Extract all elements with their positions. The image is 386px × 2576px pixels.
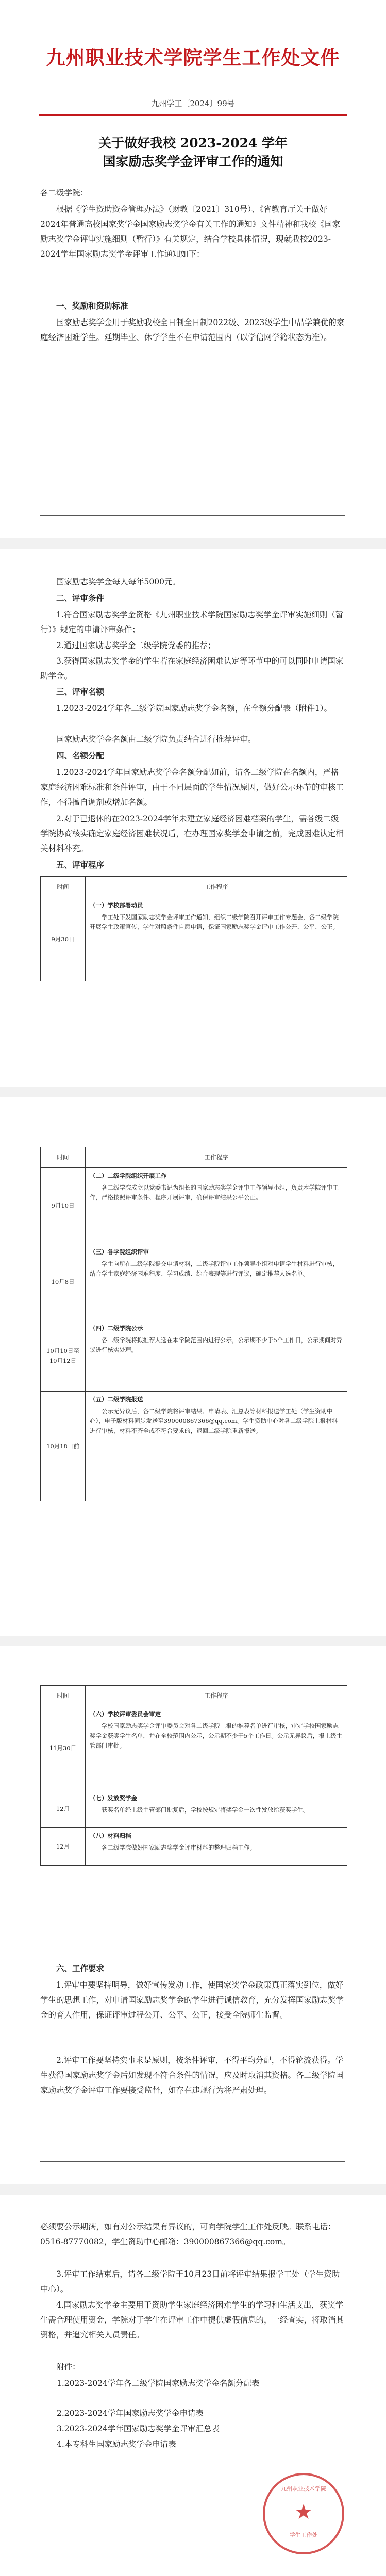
page-1 [0,0,386,538]
step-text: 各二级学院成立以党委书记为组长的国家励志奖学金评审工作领导小组，负责本学院评审工作，严格按照评审条件、程序开展评审，确保评审结果公平公正。 [90,1184,339,1201]
footer-rule [40,2161,345,2162]
notice-title [0,134,386,171]
section-6-title: 六、工作要求 [56,1964,105,1973]
section-1-title: 一、奖励和资助标准 [56,301,128,311]
page-break [0,538,386,549]
table-header-row [41,1147,347,1168]
seal-star-icon: ★ [294,2500,313,2524]
row-time: 11月30日 [41,1706,86,1790]
step-text: 学工处下发国家励志奖学金评审工作通知，组织二级学院召开评审工作专题会，各二级学院开展学生政策宣传，学生对照条件自愿申请，保证国家励志奖学金评审工作公开、公平、公正。 [90,913,339,930]
step-title: （五）二级学院报送 [90,1396,143,1403]
row-time: 10月8日 [41,1244,86,1320]
section-4-title: 四、名额分配 [56,751,105,760]
official-seal [263,2473,344,2554]
row-content [86,1320,347,1392]
table-header-row [41,877,347,897]
attachment-2: 2.2023-2024学年国家励志奖学金申请表 [57,2409,204,2418]
table-row [41,1706,347,1790]
attachment-4: 4.本专科生国家励志奖学金申请表 [57,2439,176,2449]
row-time: 10月18日前 [41,1392,86,1501]
row-content [86,1168,347,1244]
seal-ring-text: 九州职业技术学院 [281,2485,326,2492]
step-title: （六）学校评审委员会审定 [90,1710,161,1718]
table-row [41,1828,347,1866]
intro-paragraph: 根据《学生资助资金管理办法》（财教〔2021〕310号）、《省教育厅关于做好2024年普通高校国家奖学金国家励志奖学金有关工作的通知》文件精神和我校《国家励志奖学金评审实施细则（暂行）》有关规定，结合学校具体情况，现就我校2023-2024学年国家励志奖学金评审工作通知如下： [40,205,340,259]
column-header-content: 工作程序 [86,877,347,897]
section-2-title: 二、评审条件 [56,594,105,603]
table-row [41,1244,347,1320]
step-text: 学生向所在二级学院提交申请材料，二级学院评审工作领导小组对申请学生材料进行审核，结合学生家庭经济困难程度、学习成绩、综合表现等进行评议，确定推荐人选名单。 [90,1260,339,1277]
step-title: （七）发放奖学金 [90,1794,137,1802]
notice-title-line1: 关于做好我校 2023-2024 学年 [98,135,288,150]
step-title: （八）材料归档 [90,1832,131,1839]
page-2 [0,549,386,1087]
step-text: 各二级学院做好国家励志奖学金评审材料的整理归档工作。 [102,1844,256,1851]
footer-rule [40,515,345,516]
section-4-paragraph-2: 2.对于已退休的在2023-2024学年未建立家庭经济困难档案的学生，需各级二级学院协商核实确定家庭经济困难状况后，在办理国家奖学金申请之前，完成困难认定相关材料补充。 [40,814,344,853]
schedule-table-1 [40,876,347,981]
column-header-time: 时间 [41,1147,86,1168]
doc-number: 九州学工〔2024〕99号 [151,99,235,108]
row-time: 9月30日 [41,897,86,981]
table-row [41,1790,347,1828]
table-row [41,1168,347,1244]
step-text: 公示无异议后，各二级学院将评审结果、申请表、汇总表等材料报送学工处（学生资助中心），电子版材料同步发送至390000867366@qq.com。学生资助中心对各二级学院上报材料进行审核，材料不齐全或不符合要求的，退回二级学院重新报送。 [90,1408,338,1434]
section-3-title: 三、评审名额 [56,687,105,697]
step-title: （三）各学院组织评审 [90,1248,149,1256]
section-6-paragraph-2: 2.评审工作要坚持实事求是原则，按条件评审，不得平均分配，不得轮流获得。学生获得国家励志奖学金后如发现不符合条件的情况，应及时取消其资格。各二级学院国家励志奖学金评审工作要接受监督，如存在违规行为将严肃处理。 [40,2056,344,2095]
attachment-3: 3.2023-2024学年国家励志奖学金评审汇总表 [57,2424,220,2433]
schedule-table-3 [40,1685,347,1866]
step-title: （一）学校部署动员 [90,902,143,909]
section-4-paragraph-1: 1.2023-2024学年国家励志奖学金名额分配如前，请各二级学院在名额内，严格家庭经济困难标准和条件评审，由于不同层面的学生情况原因，做好公示环节的审核工作，不得擅自调剂或增加名额。 [40,768,344,807]
page-break [0,1087,386,1097]
step-text: 获奖名单经上级主管部门批复后，学校按规定将奖学金一次性发放给获奖学生。 [102,1806,309,1814]
step-title: （二）二级学院组织开展工作 [90,1172,167,1179]
org-title: 九州职业技术学院学生工作处文件 [46,46,340,69]
section-3-paragraph-2: 国家励志奖学金名额由二级学院负责结合进行推荐评审。 [56,735,256,744]
row-time: 12月 [41,1828,86,1866]
section-6-paragraph-3: 必须要公示期满，如有对公示结果有异议的，可向学院学生工作处反映。联系电话：0516-87770082，学生资助中心邮箱：390000867366@qq.com。 [40,2222,336,2246]
section-1-paragraph-1: 国家励志奖学金用于奖励我校全日制全日制2022级、2023级学生中品学兼优的家庭经济困难学生。延期毕业、休学学生不在申请范围内（以学信网学籍状态为准）。 [40,318,345,342]
salutation: 各二级学院： [40,188,89,197]
table-header-row [41,1686,347,1706]
page-5 [0,2195,386,2576]
column-header-content: 工作程序 [86,1147,347,1168]
section-6-paragraph-4: 3.评审工作结束后，请各二级学院于10月23日前将评审结果报学工处（学生资助中心）。 [40,2269,340,2294]
table-row [41,897,347,981]
red-rule [39,114,347,116]
row-content [86,897,347,981]
page-4 [0,1646,386,2184]
row-time: 10月10日至10月12日 [41,1320,86,1392]
section-6-paragraph-5: 4.国家励志奖学金主要用于资助学生家庭经济困难学生的学习和生活支出，获奖学生需合理使用资金，学院对于学生在评审工作中提供虚假信息的，一经查实，将取消其资格，并追究相关人员责任。 [40,2300,344,2340]
row-content [86,1706,347,1790]
seal-bottom-text: 学生工作处 [289,2532,318,2538]
row-time: 9月10日 [41,1168,86,1244]
step-text: 各二级学院将拟推荐人选在本学院范围内进行公示，公示期不少于5个工作日，公示期间对异议进行核实处理。 [90,1336,343,1353]
step-text: 学校国家励志奖学金评审委员会对各二级学院上报的推荐名单进行审核，审定学校国家励志奖学金获奖学生名单，并在全校范围内公示，公示期不少于5个工作日。公示无异议后，报上级主管部门审批。 [90,1722,343,1749]
table-row [41,1392,347,1501]
page-break [0,2184,386,2195]
section-2-paragraph-2: 2.通过国家励志奖学金二级学院党委的推荐； [56,641,216,650]
notice-title-line2: 国家励志奖学金评审工作的通知 [103,154,283,169]
column-header-time: 时间 [41,1686,86,1706]
attachment-1: 1.2023-2024学年各二级学院国家励志奖学金名额分配表 [57,2379,260,2388]
section-6-paragraph-1: 1.评审中要坚持明导，做好宣传发动工作，使国家奖学金政策真正落实到位，做好学生的思想工作，对申请国家励志奖学金的学生进行诚信教育，充分发挥国家励志奖学金的育人作用，保证评审过程公开、公平、公正，接受全院师生监督。 [40,1980,344,2020]
row-time: 12月 [41,1790,86,1828]
section-2-paragraph-1: 1.符合国家励志奖学金资格《九州职业技术学院国家励志奖学金评审实施细则（暂行）》规定的申请评审条件； [40,610,344,634]
schedule-table-2 [40,1147,347,1501]
row-content [86,1392,347,1501]
row-content [86,1790,347,1828]
table-row [41,1320,347,1392]
step-title: （四）二级学院公示 [90,1325,143,1332]
row-content [86,1828,347,1866]
section-2-paragraph-3: 3.获得国家励志奖学金的学生若在家庭经济困难认定等环节中的可以同时申请国家助学金。 [40,656,344,681]
attachments-label: 附件： [56,2362,80,2371]
section-5-title: 五、评审程序 [56,860,105,870]
row-content [86,1244,347,1320]
page-3 [0,1097,386,1636]
column-header-time: 时间 [41,877,86,897]
column-header-content: 工作程序 [86,1686,347,1706]
page-break [0,1636,386,1646]
section-3-paragraph-1: 1.2023-2024学年各二级学院国家励志奖学金名额，在全额分配表（附件1）。 [56,704,332,713]
section-1-paragraph-2: 国家励志奖学金每人每年5000元。 [56,577,180,586]
